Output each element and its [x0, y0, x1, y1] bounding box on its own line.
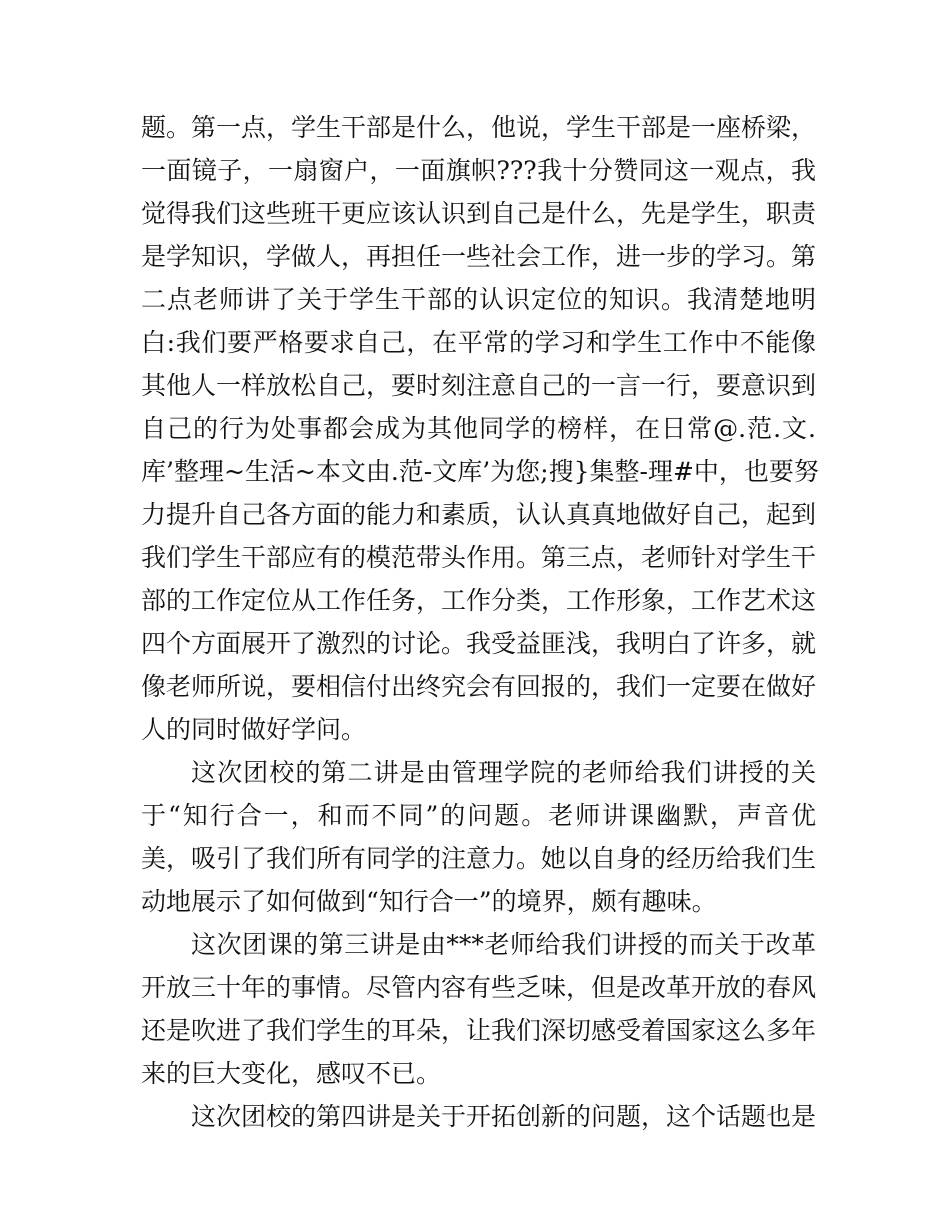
text-line: 库’整理~生活~本文由.范-文库’为您;搜}集整-理#中，也要努: [141, 457, 819, 486]
text-line: 于“知行合一，和而不同”的问题。老师讲课幽默，声音优: [141, 801, 816, 830]
text-line: 部的工作定位从工作任务，工作分类，工作形象，工作艺术这: [141, 586, 817, 615]
text-line: 题。第一点，学生干部是什么，他说，学生干部是一座桥梁，: [141, 113, 817, 142]
text-line: 这次团校的第二讲是由管理学院的老师给我们讲授的关: [191, 758, 816, 787]
text-line: 美，吸引了我们所有同学的注意力。她以自身的经历给我们生: [141, 844, 817, 873]
text-line: 我们学生干部应有的模范带头作用。第三点，老师针对学生干: [141, 543, 817, 572]
text-line: 像老师所说，要相信付出终究会有回报的，我们一定要在做好: [141, 672, 817, 701]
text-line: 人的同时做好学问。: [141, 715, 367, 744]
text-line: 二点老师讲了关于学生干部的认识定位的知识。我清楚地明: [141, 285, 816, 314]
text-line: 四个方面展开了激烈的讨论。我受益匪浅，我明白了许多，就: [141, 629, 817, 658]
body-text: [141, 106, 819, 1138]
text-line: 自己的行为处事都会成为其他同学的榜样，在日常@.范.文.: [141, 414, 816, 443]
text-line: 这次团课的第三讲是由***老师给我们讲授的而关于改革: [191, 930, 816, 959]
text-line: 是学知识，学做人，再担任一些社会工作，进一步的学习。第: [141, 242, 817, 271]
text-line: 开放三十年的事情。尽管内容有些乏味，但是改革开放的春风: [141, 973, 817, 1002]
text-line: 这次团校的第四讲是关于开拓创新的问题，这个话题也是: [191, 1102, 817, 1131]
text-line: 动地展示了如何做到“知行合一”的境界，颇有趣味。: [141, 887, 717, 916]
text-line: 觉得我们这些班干更应该认识到自己是什么，先是学生，职责: [141, 199, 817, 228]
text-line: 其他人一样放松自己，要时刻注意自己的一言一行，要意识到: [141, 371, 817, 400]
text-line: 一面镜子，一扇窗户，一面旗帜???我十分赞同这一观点，我: [141, 156, 816, 185]
text-line: 力提升自己各方面的能力和素质，认认真真地做好自己，起到: [141, 500, 817, 529]
text-line: 白:我们要严格要求自己，在平常的学习和学生工作中不能像: [141, 328, 816, 357]
text-line: 还是吹进了我们学生的耳朵，让我们深切感受着国家这么多年: [141, 1016, 817, 1045]
text-line: 来的巨大变化，感叹不已。: [141, 1059, 442, 1088]
